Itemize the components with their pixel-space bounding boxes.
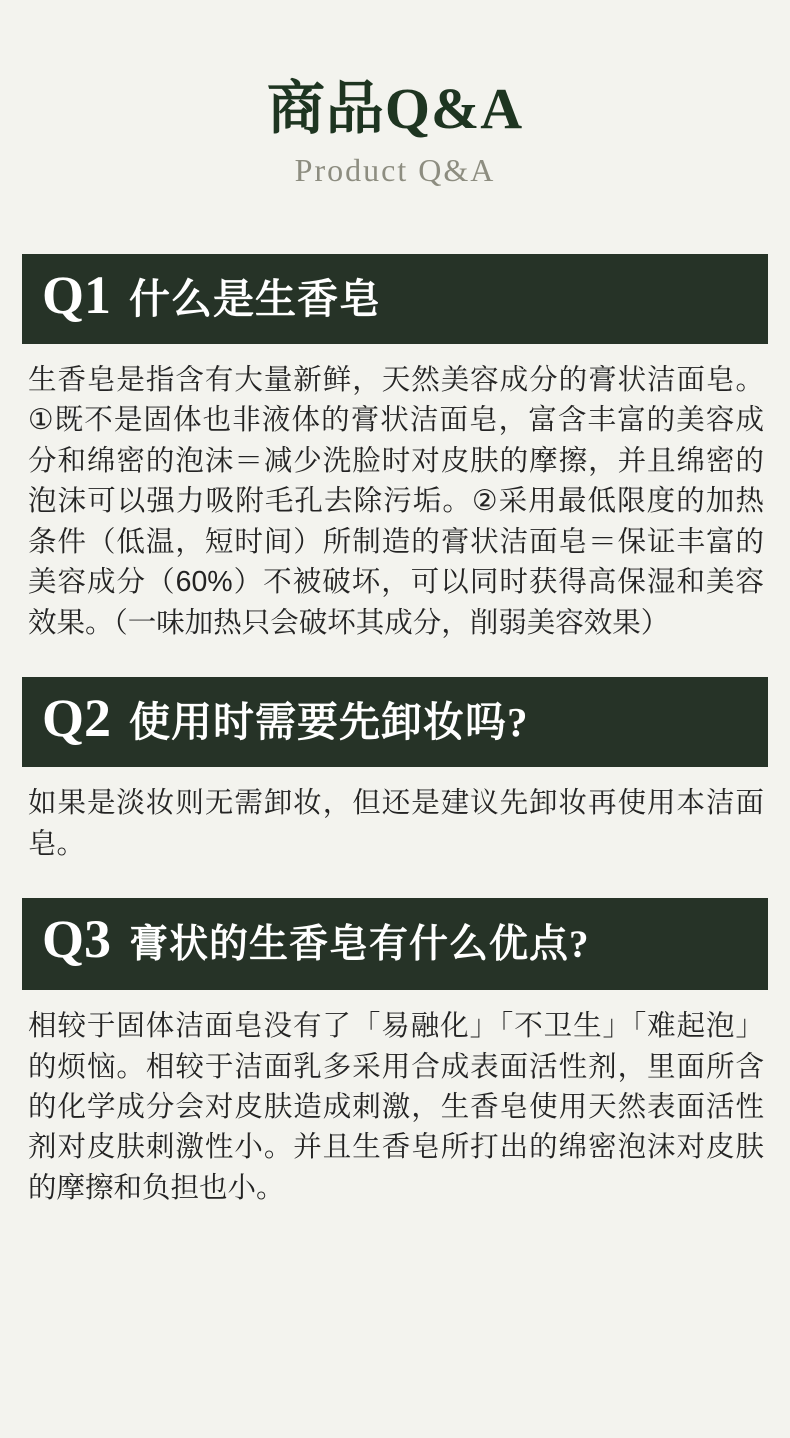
qa-question-text: 什么是生香皂 [129,275,382,322]
qa-question-bar [22,677,768,767]
qa-item [22,254,768,643]
qa-answer-text: 相较于固体洁面皂没有了「易融化」「不卫生」「难起泡」的烦恼。相较于洁面乳多采用合成表面活性剂，里面所含的化学成分会对皮肤造成刺激，生香皂使用天然表面活性剂对皮肤刺激性小。并且生香皂所打出的绵密泡沫对皮肤的摩擦和负担也小。 [28,1010,764,1204]
qa-list [22,254,768,1209]
page-subtitle: Product Q&A [294,151,496,188]
qa-number: Q1 [42,264,112,325]
page-header [22,0,768,188]
qa-question-text: 使用时需要先卸妆吗? [129,699,529,746]
qa-answer-text: 如果是淡妆则无需卸妆，但还是建议先卸妆再使用本洁面皂。 [28,787,764,860]
qa-item [22,677,768,864]
qa-question-text: 膏状的生香皂有什么优点? [129,923,590,967]
qa-question-bar [22,898,768,990]
qa-number: Q2 [42,688,112,749]
qa-question-bar [22,254,768,344]
qa-number: Q3 [42,909,112,970]
qa-answer-text: 生香皂是指含有大量新鲜，天然美容成分的膏状洁面皂。①既不是固体也非液体的膏状洁面皂，富含丰富的美容成分和绵密的泡沫＝减少洗脸时对皮肤的摩擦，并且绵密的泡沫可以强力吸附毛孔去除污垢。②采用最低限度的加热条件（低温，短时间）所制造的膏状洁面皂＝保证丰富的美容成分（60%）不被破坏，可以同时获得高保湿和美容效果。（一味加热只会破坏其成分，削弱美容效果） [28,363,764,639]
page-title: 商品Q&A [266,76,524,141]
qa-item [22,898,768,1208]
